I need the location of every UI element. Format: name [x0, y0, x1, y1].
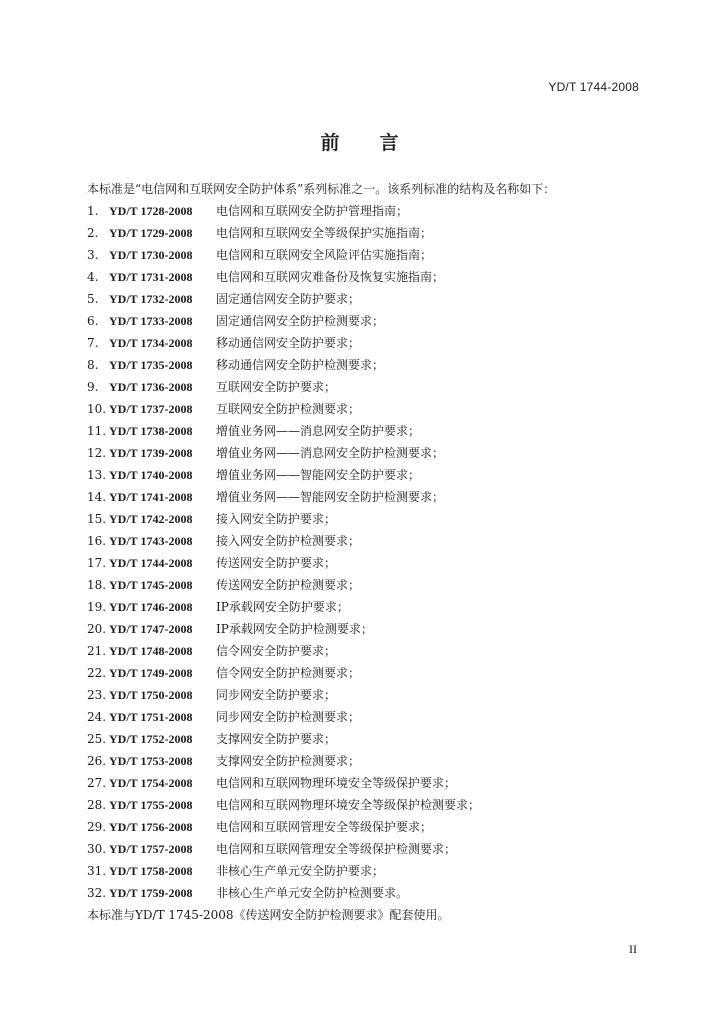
standard-code: YD/T 1749-2008 — [109, 666, 193, 680]
standard-code: YD/T 1741-2008 — [109, 490, 193, 504]
list-item — [87, 354, 647, 376]
standard-name: 信令网安全防护要求； — [216, 644, 337, 658]
standard-name: 互联网安全防护要求； — [216, 380, 337, 394]
standard-code: YD/T 1732-2008 — [109, 292, 193, 306]
item-number: 14. — [87, 490, 107, 504]
item-number: 30. — [87, 842, 107, 856]
list-item — [87, 486, 647, 508]
list-item — [87, 750, 647, 772]
standard-name: IP承载网安全防护要求； — [216, 600, 349, 614]
standard-name: 接入网安全防护检测要求； — [216, 534, 361, 548]
standard-name: 电信网和互联网物理环境安全等级保护检测要求； — [216, 798, 481, 812]
item-number: 3. — [87, 248, 99, 262]
standard-code: YD/T 1742-2008 — [109, 512, 193, 526]
standard-code: YD/T 1736-2008 — [109, 380, 193, 394]
item-number: 26. — [87, 754, 107, 768]
standard-code: YD/T 1748-2008 — [109, 644, 193, 658]
standard-name: 电信网和互联网灾难备份及恢复实施指南； — [216, 270, 445, 284]
item-number: 24. — [87, 710, 107, 724]
standard-name: 传送网安全防护要求； — [216, 556, 337, 570]
standard-name: 移动通信网安全防护检测要求； — [216, 358, 385, 372]
standard-code: YD/T 1738-2008 — [109, 424, 193, 438]
list-item — [87, 508, 647, 530]
item-number: 7. — [87, 336, 99, 350]
list-item — [87, 464, 647, 486]
closing-paragraph: 本标准与YD/T 1745-2008《传送网安全防护检测要求》配套使用。 — [87, 908, 450, 922]
standard-name: 电信网和互联网管理安全等级保护要求； — [216, 820, 433, 834]
standard-name: 固定通信网安全防护检测要求； — [216, 314, 385, 328]
standard-code: YD/T 1744-2008 — [109, 556, 193, 570]
standard-code: YD/T 1729-2008 — [109, 226, 193, 240]
item-number: 21. — [87, 644, 107, 658]
standard-name: 非核心生产单元安全防护要求； — [216, 864, 385, 878]
standard-code: YD/T 1740-2008 — [109, 468, 193, 482]
standard-code: YD/T 1754-2008 — [109, 776, 193, 790]
standard-name: 支撑网安全防护检测要求； — [216, 754, 361, 768]
item-number: 4. — [87, 270, 99, 284]
standard-code: YD/T 1755-2008 — [109, 798, 193, 812]
standard-code: YD/T 1743-2008 — [109, 534, 193, 548]
page-title: 前言 — [320, 132, 439, 154]
list-item — [87, 200, 647, 222]
list-item — [87, 684, 647, 706]
item-number: 22. — [87, 666, 107, 680]
standard-code: YD/T 1753-2008 — [109, 754, 193, 768]
item-number: 12. — [87, 446, 107, 460]
item-number: 23. — [87, 688, 107, 702]
standard-name: 电信网和互联网安全等级保护实施指南； — [216, 226, 433, 240]
standard-name: 增值业务网——消息网安全防护检测要求； — [216, 446, 445, 460]
standard-name: IP承载网安全防护检测要求； — [216, 622, 373, 636]
list-item — [87, 662, 647, 684]
standard-code: YD/T 1734-2008 — [109, 336, 193, 350]
standard-name: 非核心生产单元安全防护检测要求。 — [216, 886, 409, 900]
list-item — [87, 772, 647, 794]
document-code: YD/T 1744-2008 — [548, 80, 639, 94]
standard-code: YD/T 1751-2008 — [109, 710, 193, 724]
standard-code: YD/T 1759-2008 — [109, 886, 193, 900]
item-number: 27. — [87, 776, 107, 790]
standard-name: 电信网和互联网安全防护管理指南； — [216, 204, 409, 218]
standard-code: YD/T 1730-2008 — [109, 248, 193, 262]
item-number: 11. — [87, 424, 107, 438]
list-item — [87, 728, 647, 750]
standard-name: 支撑网安全防护要求； — [216, 732, 337, 746]
intro-paragraph: 本标准是“电信网和互联网安全防护体系”系列标准之一。该系列标准的结构及名称如下： — [87, 182, 556, 196]
list-item — [87, 816, 647, 838]
foreword-body — [87, 178, 647, 926]
standard-name: 固定通信网安全防护要求； — [216, 292, 361, 306]
item-number: 10. — [87, 402, 107, 416]
item-number: 6. — [87, 314, 99, 328]
list-item — [87, 310, 647, 332]
list-item — [87, 530, 647, 552]
item-number: 8. — [87, 358, 99, 372]
item-number: 29. — [87, 820, 107, 834]
list-item — [87, 266, 647, 288]
list-item — [87, 860, 647, 882]
standards-list — [87, 200, 647, 904]
standard-name: 同步网安全防护检测要求； — [216, 710, 361, 724]
item-number: 15. — [87, 512, 107, 526]
list-item — [87, 332, 647, 354]
list-item — [87, 706, 647, 728]
standard-code: YD/T 1745-2008 — [109, 578, 193, 592]
standard-name: 电信网和互联网安全风险评估实施指南； — [216, 248, 433, 262]
list-item — [87, 596, 647, 618]
item-number: 20. — [87, 622, 107, 636]
standard-code: YD/T 1739-2008 — [109, 446, 193, 460]
list-item — [87, 288, 647, 310]
standard-code: YD/T 1737-2008 — [109, 402, 193, 416]
item-number: 16. — [87, 534, 107, 548]
standard-code: YD/T 1733-2008 — [109, 314, 193, 328]
standard-code: YD/T 1728-2008 — [109, 204, 193, 218]
item-number: 5. — [87, 292, 99, 306]
standard-name: 电信网和互联网管理安全等级保护检测要求； — [216, 842, 457, 856]
list-item — [87, 420, 647, 442]
page-number: II — [629, 942, 637, 956]
item-number: 28. — [87, 798, 107, 812]
standard-name: 增值业务网——智能网安全防护要求； — [216, 468, 421, 482]
list-item — [87, 376, 647, 398]
standard-code: YD/T 1746-2008 — [109, 600, 193, 614]
list-item — [87, 882, 647, 904]
list-item — [87, 794, 647, 816]
list-item — [87, 574, 647, 596]
standard-code: YD/T 1756-2008 — [109, 820, 193, 834]
standard-code: YD/T 1757-2008 — [109, 842, 193, 856]
standard-name: 互联网安全防护检测要求； — [216, 402, 361, 416]
standard-name: 接入网安全防护要求； — [216, 512, 337, 526]
item-number: 9. — [87, 380, 99, 394]
item-number: 25. — [87, 732, 107, 746]
standard-name: 同步网安全防护要求； — [216, 688, 337, 702]
standard-name: 增值业务网——消息网安全防护要求； — [216, 424, 421, 438]
standard-code: YD/T 1750-2008 — [109, 688, 193, 702]
item-number: 31. — [87, 864, 107, 878]
standard-code: YD/T 1752-2008 — [109, 732, 193, 746]
list-item — [87, 398, 647, 420]
standard-code: YD/T 1735-2008 — [109, 358, 193, 372]
item-number: 17. — [87, 556, 107, 570]
list-item — [87, 640, 647, 662]
item-number: 19. — [87, 600, 107, 614]
standard-code: YD/T 1747-2008 — [109, 622, 193, 636]
list-item — [87, 838, 647, 860]
standard-name: 传送网安全防护检测要求； — [216, 578, 361, 592]
list-item — [87, 552, 647, 574]
standard-name: 信令网安全防护检测要求； — [216, 666, 361, 680]
list-item — [87, 222, 647, 244]
item-number: 1. — [87, 204, 99, 218]
item-number: 18. — [87, 578, 107, 592]
standard-name: 移动通信网安全防护要求； — [216, 336, 361, 350]
item-number: 32. — [87, 886, 107, 900]
item-number: 13. — [87, 468, 107, 482]
list-item — [87, 442, 647, 464]
standard-code: YD/T 1731-2008 — [109, 270, 193, 284]
list-item — [87, 618, 647, 640]
list-item — [87, 244, 647, 266]
standard-code: YD/T 1758-2008 — [109, 864, 193, 878]
standard-name: 增值业务网——智能网安全防护检测要求； — [216, 490, 445, 504]
item-number: 2. — [87, 226, 99, 240]
standard-name: 电信网和互联网物理环境安全等级保护要求； — [216, 776, 457, 790]
